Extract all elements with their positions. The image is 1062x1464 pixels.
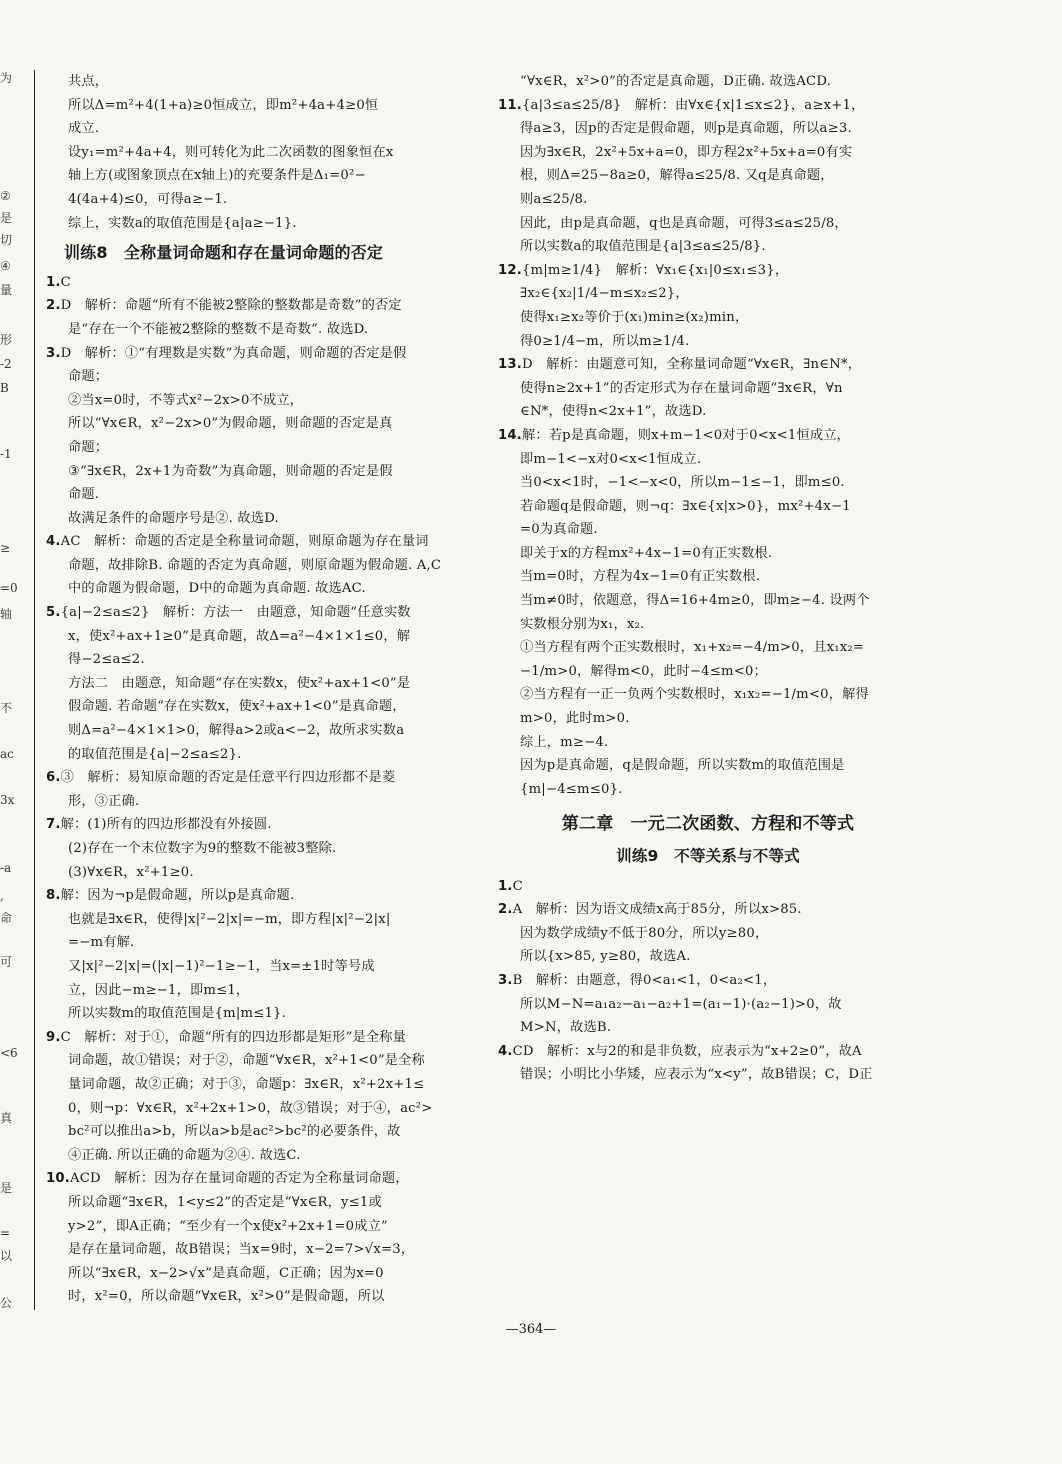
line-text: (2)存在一个末位数字为9的整数不能被3整除. — [68, 841, 337, 856]
line-text: 使得x₁≥x₂等价于(x₁)min≥(x₂)min， — [520, 309, 749, 325]
left-line — [46, 861, 466, 885]
line-text: 词命题，故①错误；对于②，命题“∀x∈R，x²+1<0”是全称 — [68, 1053, 425, 1069]
item-number: 4. — [46, 534, 61, 550]
right-line — [498, 945, 918, 969]
line-text: 综上，m≥−4. — [520, 734, 609, 750]
line-text: 解：若p是真命题，则x+m−1<0对于0<x<1恒成立， — [521, 427, 851, 443]
left-line — [46, 1144, 466, 1168]
line-text: “∀x∈R，x²>0”的否定是真命题，D正确. 故选ACD. — [520, 74, 832, 89]
line-text: bc²可以推出a>b，所以a>b是ac²>bc²的必要条件，故 — [68, 1124, 401, 1140]
right-line — [498, 778, 918, 802]
right-line — [498, 424, 918, 448]
line-text: ②当方程有一正一负两个实数根时，x₁x₂=−1/m<0，解得 — [520, 687, 869, 703]
line-text: AC 解析：命题的否定是全称量词命题，则原命题为存在量词 — [60, 534, 429, 550]
right-line — [498, 400, 918, 424]
line-text: 立，因此−m≥−1，即m≤1， — [68, 982, 250, 998]
line-text: ①当方程有两个正实数根时，x₁+x₂=−4/m>0，且x₁x₂= — [520, 640, 865, 656]
line-text: 也就是∃x∈R，使得|x|²−2|x|=−m，即方程|x|²−2|x| — [68, 911, 391, 927]
item-number: 4. — [498, 1043, 513, 1059]
line-text: 轴上方(或图象顶点在x轴上)的充要条件是Δ₁=0²− — [68, 168, 366, 184]
line-text: −1/m>0，解得m<0，此时−4≤m<0； — [520, 663, 767, 679]
item-number: 1. — [498, 878, 513, 894]
item-number: 10. — [46, 1171, 70, 1187]
line-text: {m|m≥1/4} 解析：∀x₁∈{x₁|0≤x₁≤3}， — [521, 262, 789, 278]
left-line — [46, 955, 466, 979]
left-line — [46, 188, 466, 212]
line-text: 中的命题为假命题，D中的命题为真命题. 故选AC. — [68, 581, 366, 597]
right-line — [498, 495, 918, 519]
left-line — [46, 1215, 466, 1239]
line-text: D 解析：①“有理数是实数”为真命题，则命题的否定是假 — [60, 345, 407, 361]
line-text: 所以实数m的取值范围是{m|m≤1}. — [68, 1006, 287, 1022]
gutter-fragment: =0 — [0, 581, 18, 595]
gutter-fragment: 真 — [0, 1111, 13, 1125]
gutter-fragment: <6 — [0, 1046, 18, 1060]
line-text: 解：因为¬p是假命题，所以p是真命题. — [60, 888, 295, 904]
right-line — [498, 845, 918, 869]
right-line — [498, 636, 918, 660]
line-text: x，使x²+ax+1≥0”是真命题，故Δ=a²−4×1×1≤0，解 — [68, 628, 411, 644]
right-line — [498, 683, 918, 707]
gutter-fragment: 3x — [0, 793, 15, 807]
left-line — [46, 554, 466, 578]
right-line — [498, 875, 918, 899]
line-text: 方法二 由题意，知命题“存在实数x，使x²+ax+1<0”是 — [68, 675, 411, 691]
left-line — [46, 719, 466, 743]
right-line — [498, 448, 918, 472]
line-text: 综上，实数a的取值范围是{a|a≥−1}. — [68, 215, 297, 231]
right-line — [498, 259, 918, 283]
line-text: 所以M−N=a₁a₂−a₁−a₂+1=(a₁−1)·(a₂−1)>0，故 — [520, 996, 842, 1012]
gutter-fragment: , — [0, 889, 4, 903]
gutter-fragment: 不 — [0, 701, 13, 715]
left-line — [46, 117, 466, 141]
left-line — [46, 577, 466, 601]
gutter-fragment: 是 — [0, 211, 13, 225]
left-line — [46, 743, 466, 767]
left-line — [46, 908, 466, 932]
line-text: 4(4a+4)≤0，可得a≥−1. — [68, 191, 228, 207]
left-line — [46, 931, 466, 955]
right-line — [498, 754, 918, 778]
line-text: 得a≥3，因p的否定是假命题，则p是真命题，所以a≥3. — [520, 121, 852, 137]
line-text: 命题； — [68, 369, 109, 385]
line-text: 得0≥1/4−m，所以m≥1/4. — [520, 333, 690, 349]
line-text: D 解析：由题意可知，全称量词命题“∀x∈R，∃n∈N*， — [521, 357, 862, 373]
gutter-fragment: 是 — [0, 1181, 13, 1195]
item-number: 2. — [46, 298, 61, 314]
item-number: 1. — [46, 274, 61, 290]
right-line — [498, 707, 918, 731]
left-line — [46, 412, 466, 436]
gutter-fragment: ④ — [0, 259, 11, 273]
line-text: 共点， — [68, 74, 109, 89]
right-line — [498, 188, 918, 212]
left-line — [46, 365, 466, 389]
line-text: {a|−2≤a≤2} 解析：方法一 由题意，知命题“任意实数 — [60, 605, 411, 621]
item-number: 12. — [498, 262, 522, 278]
line-text: {m|−4≤m≤0}. — [520, 781, 623, 797]
left-line — [46, 1167, 466, 1191]
line-text: 错误；小明比小华矮，应表示为“x<y”，故B错误；C，D正 — [520, 1067, 873, 1083]
right-line — [498, 70, 918, 94]
gutter-fragment: -a — [0, 861, 12, 875]
line-text: 形，③正确. — [68, 793, 140, 809]
line-text: 若命题q是假命题，则¬q：∃x∈{x|x>0}，mx²+4x−1 — [520, 498, 851, 514]
line-text: 因为∃x∈R，2x²+5x+a=0，即方程2x²+5x+a=0有实 — [520, 144, 853, 160]
left-line — [46, 94, 466, 118]
right-line — [498, 898, 918, 922]
item-number: 14. — [498, 427, 522, 443]
gutter-fragment: B — [0, 381, 9, 395]
item-number: 2. — [498, 902, 513, 918]
left-line — [46, 1191, 466, 1215]
line-text: 因为p是真命题，q是假命题，所以实数m的取值范围是 — [520, 758, 845, 774]
left-line — [46, 1097, 466, 1121]
right-column — [498, 70, 918, 1087]
left-line — [46, 436, 466, 460]
line-text: 命题，故排除B. 命题的否定为真命题，则原命题为假命题. A,C — [68, 557, 442, 573]
right-line — [498, 141, 918, 165]
gutter-fragment: 可 — [0, 955, 13, 969]
item-number: 3. — [498, 972, 513, 988]
gutter-fragment: 为 — [0, 71, 13, 85]
left-line — [46, 1073, 466, 1097]
gutter-fragment: 命 — [0, 911, 13, 925]
line-text: ④正确. 所以正确的命题为②④. 故选C. — [68, 1147, 301, 1163]
right-line — [498, 542, 918, 566]
line-text: 成立. — [68, 121, 100, 137]
gutter-fragment: ac — [0, 747, 14, 761]
item-number: 5. — [46, 605, 61, 621]
left-line — [46, 1026, 466, 1050]
right-line — [498, 1016, 918, 1040]
line-text: 第二章 一元二次函数、方程和不等式 — [561, 814, 855, 835]
gutter-fragment: -1 — [0, 447, 12, 461]
left-line — [46, 483, 466, 507]
left-line — [46, 141, 466, 165]
left-line — [46, 625, 466, 649]
line-text: 所以“∃x∈R，x−2>√x”是真命题，C正确；因为x=0 — [68, 1265, 384, 1281]
gutter-fragment: ② — [0, 189, 11, 203]
gutter-fragment: 形 — [0, 333, 13, 347]
line-text: B 解析：由题意，得0<a₁<1，0<a₂<1， — [512, 972, 777, 988]
line-text: 使得n≥2x+1”的否定形式为存在量词命题“∃x∈R，∀n — [520, 380, 843, 396]
left-column — [46, 70, 466, 1309]
left-line — [46, 1262, 466, 1286]
left-line — [46, 70, 466, 94]
line-text: 当m≠0时，依题意，得Δ=16+4m≥0，即m≥−4. 设两个 — [520, 593, 870, 609]
left-line — [46, 1285, 466, 1309]
line-text: 设y₁=m²+4a+4，则可转化为此二次函数的图象恒在x — [68, 144, 394, 160]
line-text: 根，则Δ=25−8a≥0，解得a≤25/8. 又q是真命题， — [520, 168, 834, 184]
left-line — [46, 271, 466, 295]
line-text: ∃x₂∈{x₂|1/4−m≤x₂≤2}， — [520, 286, 689, 302]
left-line — [46, 695, 466, 719]
line-text: 命题； — [68, 439, 109, 455]
line-text: 因为数学成绩y不低于80分，所以y≥80， — [520, 925, 769, 941]
left-line — [46, 979, 466, 1003]
left-line — [46, 294, 466, 318]
right-line — [498, 235, 918, 259]
line-text: 时，x²=0，所以命题“∀x∈R，x²>0”是假命题，所以 — [68, 1289, 385, 1305]
item-number: 3. — [46, 345, 61, 361]
left-line — [46, 1120, 466, 1144]
left-line — [46, 648, 466, 672]
right-line — [498, 377, 918, 401]
left-line — [64, 241, 466, 265]
item-number: 9. — [46, 1029, 61, 1045]
line-text: ∈N*，使得n<2x+1”，故选D. — [520, 404, 707, 420]
left-line — [46, 790, 466, 814]
line-text: 即关于x的方程mx²+4x−1=0有正实数根. — [520, 545, 773, 561]
left-line — [46, 884, 466, 908]
gutter-fragment: ≥ — [0, 541, 11, 555]
left-line — [46, 318, 466, 342]
line-text: 所以命题“∃x∈R，1<y≤2”的否定是“∀x∈R，y≤1或 — [68, 1194, 382, 1210]
right-line — [498, 330, 918, 354]
line-text: M>N，故选B. — [520, 1020, 612, 1036]
line-text: 是存在量词命题，故B错误；当x=9时，x−2=7>√x=3， — [68, 1242, 415, 1258]
gutter-fragment: 轴 — [0, 607, 13, 621]
line-text: 假命题. 若命题“存在实数x，使x²+ax+1<0”是真命题， — [68, 699, 406, 715]
right-line — [498, 1063, 918, 1087]
line-text: (3)∀x∈R，x²+1≥0. — [68, 864, 194, 880]
line-text: C — [60, 274, 71, 290]
page-number: —364— — [505, 1322, 557, 1337]
line-text: 则a≤25/8. — [520, 191, 588, 207]
line-text: 训练8 全称量词命题和存在量词命题的否定 — [64, 243, 384, 263]
gutter-fragment: = — [0, 1226, 11, 1240]
line-text: 又|x|²−2|x|=(|x|−1)²−1≥−1，当x=±1时等号成 — [68, 958, 375, 974]
right-line — [498, 164, 918, 188]
line-text: 当0<x<1时，−1<−x<0，所以m−1≤−1，即m≤0. — [520, 475, 845, 491]
line-text: 训练9 不等关系与不等式 — [616, 847, 800, 865]
gutter-fragment: 公 — [0, 1296, 13, 1310]
line-text: {a|3≤a≤25/8} 解析：由∀x∈{x|1≤x≤2}，a≥x+1， — [521, 97, 865, 113]
left-line — [46, 1049, 466, 1073]
line-text: 是“存在一个不能被2整除的整数不是奇数”. 故选D. — [68, 321, 369, 337]
left-line — [46, 530, 466, 554]
line-text: =−m有解. — [68, 935, 135, 951]
right-line — [498, 282, 918, 306]
line-text: ③ 解析：易知原命题的否定是任意平行四边形都不是菱 — [60, 770, 396, 786]
right-line — [498, 969, 918, 993]
line-text: 命题. — [68, 487, 100, 503]
left-line — [46, 507, 466, 531]
line-text: 所以“∀x∈R，x²−2x>0”为假命题，则命题的否定是真 — [68, 416, 393, 432]
gutter-fragment: 切 — [0, 233, 13, 247]
line-text: C 解析：对于①，命题“所有的四边形都是矩形”是全称量 — [60, 1029, 407, 1045]
right-line — [498, 993, 918, 1017]
line-text: 因此，由p是真命题，q也是真命题，可得3≤a≤25/8， — [520, 215, 848, 231]
left-line — [46, 460, 466, 484]
line-text: y>2”，即A正确；“至少有一个x使x²+2x+1=0成立” — [68, 1218, 388, 1234]
right-line — [498, 613, 918, 637]
line-text: CD 解析：x与2的和是非负数，应表示为“x+2≥0”，故A — [512, 1043, 862, 1059]
right-line — [498, 813, 918, 837]
line-text: A 解析：因为语文成绩x高于85分，所以x>85. — [512, 902, 802, 918]
left-line — [46, 813, 466, 837]
line-text: 0，则¬p：∀x∈R，x²+2x+1>0，故③错误；对于④，ac²> — [68, 1100, 433, 1116]
right-line — [498, 660, 918, 684]
right-line — [498, 518, 918, 542]
left-line — [46, 212, 466, 236]
line-text: D 解析：命题“所有不能被2整除的整数都是奇数”的否定 — [60, 298, 402, 314]
right-line — [498, 212, 918, 236]
left-line — [46, 672, 466, 696]
left-line — [46, 766, 466, 790]
item-number: 7. — [46, 817, 61, 833]
gutter-fragment: -2 — [0, 357, 12, 371]
left-line — [46, 1238, 466, 1262]
item-number: 6. — [46, 770, 61, 786]
right-line — [498, 306, 918, 330]
line-text: 量词命题，故②正确；对于③，命题p：∃x∈R，x²+2x+1≤ — [68, 1076, 425, 1092]
left-line — [46, 164, 466, 188]
line-text: 实数根分别为x₁，x₂. — [520, 616, 645, 632]
right-line — [498, 565, 918, 589]
left-line — [46, 601, 466, 625]
line-text: 得−2≤a≤2. — [68, 652, 145, 668]
item-number: 13. — [498, 357, 522, 373]
item-number: 11. — [498, 97, 522, 113]
line-text: 的取值范围是{a|−2≤a≤2}. — [68, 746, 242, 762]
right-line — [498, 589, 918, 613]
column-divider — [34, 70, 35, 1310]
line-text: 解：(1)所有的四边形都没有外接圆. — [60, 817, 272, 833]
line-text: m>0，此时m>0. — [520, 711, 630, 727]
left-line — [46, 342, 466, 366]
line-text: 即m−1<−x对0<x<1恒成立. — [520, 451, 702, 467]
left-line — [46, 837, 466, 861]
line-text: 所以{x>85, y≥80，故选A. — [520, 949, 691, 965]
right-line — [498, 731, 918, 755]
left-line — [46, 389, 466, 413]
line-text: 所以Δ=m²+4(1+a)≥0恒成立，即m²+4a+4≥0恒 — [68, 97, 379, 113]
gutter-fragment: 以 — [0, 1249, 13, 1263]
left-line — [46, 1002, 466, 1026]
right-line — [498, 922, 918, 946]
right-line — [498, 471, 918, 495]
line-text: 故满足条件的命题序号是②. 故选D. — [68, 510, 279, 526]
line-text: C — [512, 878, 523, 894]
right-line — [498, 353, 918, 377]
line-text: ③“∃x∈R，2x+1为奇数”为真命题，则命题的否定是假 — [68, 463, 393, 479]
line-text: 所以实数a的取值范围是{a|3≤a≤25/8}. — [520, 239, 766, 255]
right-line — [498, 94, 918, 118]
right-line — [498, 117, 918, 141]
item-number: 8. — [46, 888, 61, 904]
line-text: 当m=0时，方程为4x−1=0有正实数根. — [520, 569, 761, 585]
line-text: ②当x=0时，不等式x²−2x>0不成立， — [68, 392, 304, 408]
line-text: ACD 解析：因为存在量词命题的否定为全称量词命题， — [69, 1171, 409, 1187]
line-text: 则Δ=a²−4×1×1>0，解得a>2或a<−2，故所求实数a — [68, 723, 405, 739]
line-text: =0为真命题. — [520, 522, 598, 538]
gutter-fragment: 量 — [0, 283, 13, 297]
right-line — [498, 1040, 918, 1064]
